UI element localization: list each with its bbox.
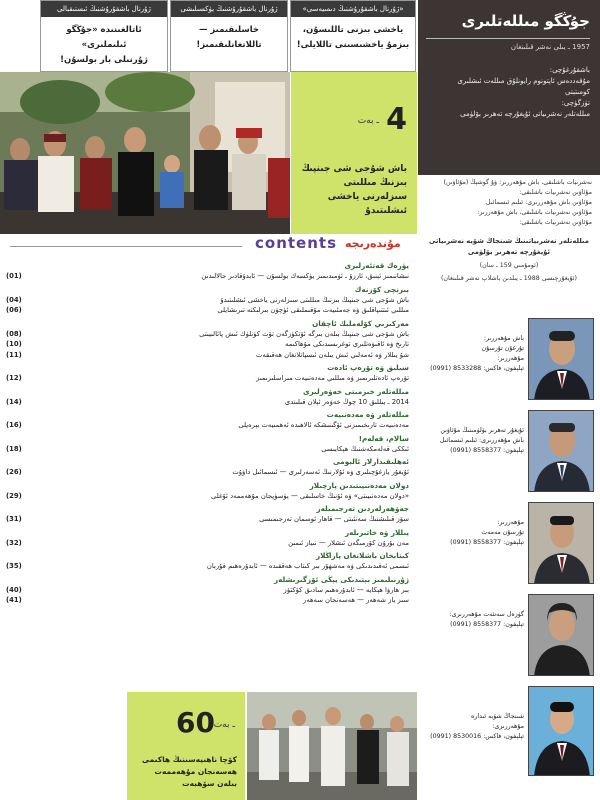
contents-title-ug: مۇندەرىجە: [345, 237, 401, 250]
toc-item-page: (12): [6, 374, 22, 382]
toc-section: [6, 457, 409, 478]
toc-section-heading: كىتابخان باشلانغان پاراڭلار: [316, 551, 409, 560]
staff-entry: [418, 686, 600, 796]
toc-item-page: (01): [6, 272, 22, 280]
staff-line: ئۇيغۇر تەھرىر بۆلۈمىنىڭ مۇئاۋىن: [440, 427, 524, 434]
feature-photo: [0, 72, 290, 234]
masthead-info-line: مىللەتلەر نەشرىياتى ئۇيغۇرچە تەھرىر بۆلۈمى: [460, 110, 590, 118]
header-box-line: بىزمۇ ياخشىسىنى تاللايلى!: [296, 40, 410, 50]
toc-item[interactable]: [6, 295, 409, 306]
toc-section-heading: ژۇرنىلىمىز بېتىدىكى يېڭى ئۆزگىرىشلەر: [273, 574, 409, 584]
toc-section: [6, 551, 409, 572]
toc-item[interactable]: [6, 305, 409, 316]
toc-section: [6, 261, 409, 282]
feature-page-label: ـ بەت: [213, 720, 235, 730]
toc-item-page: (29): [6, 491, 22, 500]
masthead-info-line: مۇقەددەس ئاپتونوم رايونلۇق مىللەت ئىشلىرى: [457, 77, 590, 85]
staff-line: تېلېفون: 8558377 (0991): [450, 539, 524, 546]
feature-page-label: ـ بەت: [357, 116, 379, 126]
staff-line: تېلېفون: 8558377 (0991): [450, 447, 524, 454]
toc-section-heading: جەۋھەرلەردىن تەرجىمىلەر: [316, 504, 409, 513]
toc-section-heading: مىللەتلەر ۋە مەدەنىيەت: [326, 410, 409, 419]
feature-tagline: باش شۇجى شى جىنپىڭ بىزنىڭ مىللىتى سىزلەرنى ياخشى ئىشلىتىدۇ: [301, 164, 407, 216]
toc-item-title: نىشانىمىز ئېنىق، ئارزۇ ـ ئۈمىدىمىز يۈكسەك بولسۇن — ئابدۇقادىر جالالىدىن: [201, 272, 409, 280]
header-box-caption: ژۇرنال باشقۇرۇشنىڭ يۈكسىلىشى: [171, 1, 287, 17]
masthead-info-line: تۈزگۈچى:: [561, 99, 590, 107]
staff-line: گۈزەل سەنئەت مۇھەررىرى:: [449, 611, 524, 618]
toc-item[interactable]: [6, 350, 409, 361]
toc-item-page: (35): [6, 562, 22, 570]
toc-item-title: باش شۇجى شى جىنپىڭ بىزنىڭ مىللىتى سىزلەرنى ياخشى ئىشلىتىدۇ: [220, 295, 409, 304]
toc-section-heading: ئەھلىقىدارلار ئالبومى: [332, 457, 409, 466]
header-box-caption: ژۇرنال باشقۇرۇشنىڭ ئىستىقبالى: [41, 1, 167, 17]
toc-section: [6, 504, 409, 525]
toc-item-page: (16): [6, 421, 22, 429]
toc-item[interactable]: [6, 467, 409, 478]
staff-line: باش مۇھەررىر:: [483, 335, 524, 342]
header-box-caption: «ژۇرنال باشقۇرۇشنىڭ دىمىيەسى» ژۇرنىلى: [291, 1, 415, 17]
toc-item-title: ئۇيغۇر يازغۇچىلىرى ۋە ئۇلارنىڭ ئەسەرلىرى — ئىسمائىل داۋۇت: [232, 468, 409, 476]
staff-line: تېلېفون، فاكس: 8530016 (0991): [430, 733, 524, 740]
toc-item[interactable]: [6, 373, 409, 384]
toc-item-page: (14): [6, 397, 22, 406]
header-box-line: خاسلىقىمىز —: [198, 25, 260, 35]
staff-entry: [418, 410, 600, 500]
feature-tagline: كۆچا ناھىيەسىنىڭ ھاكىمى ھەسەنجان مۇھەممەت بىلەن سۆھبەت: [142, 755, 237, 788]
toc-section-heading: مەركىزىي كۆلەملىك ئاچقان: [312, 318, 409, 328]
toc-item-title: 2014 ـ يىللىق 10 چوڭ خەۋەر ئېلان قىلىندى: [284, 397, 409, 406]
masthead-info-line: باشقۇرغۇچى:: [549, 66, 590, 74]
toc-section-heading: يۈرەك قەتئەرلىرى: [344, 261, 409, 270]
header-box-1: [290, 0, 416, 72]
issue-note: (ئۇيغۇرچىسى 1988 ـ يىلدىن باشلاپ نەشر قىلىنغان): [440, 275, 578, 282]
publisher-name: مىللەتلەر نەشرىياتىنىڭ شىنجاڭ شۆبە نەشرىياتى ئۇيغۇرچە تەھرىر بۆلۈمى: [429, 237, 589, 256]
staff-line: شىنجاڭ شۆبە ئىدارە: [471, 713, 524, 720]
toc-item[interactable]: [6, 329, 409, 340]
staff-line: تېلېفون، فاكس: 8533288 (0991): [430, 365, 524, 372]
toc-section: [6, 528, 409, 549]
toc-section-heading: يىللار ۋە خاتىرىلەر: [345, 527, 409, 537]
staff-line: مۇھەررىرى:: [492, 723, 524, 730]
toc-item-title: مەن بۇرۇن كۆرمىگەن ئىشلار — نىياز ئىمىن: [288, 538, 409, 547]
staff-entry: [418, 318, 600, 408]
header-box-line: ياخشى بىزنى تاللىسۇن،: [302, 25, 404, 35]
staff-line: تېلېفون: 8558377 (0991): [450, 621, 524, 628]
staff-line: مۇھەررىر:: [497, 519, 524, 526]
toc-section-heading: بىرنچى كۆزنەك: [354, 284, 409, 294]
publisher-line: مۇئاۋىن باش مۇھەررىرى: ئىلىم ئىسمائىل: [485, 199, 592, 206]
toc-item-title: سىز ياز شەھەر — ھەسەنجان سەھەر: [303, 596, 409, 604]
toc-item-page: (10): [6, 340, 22, 348]
toc-section: [6, 434, 409, 455]
header-box-3: [40, 0, 168, 72]
toc-item-page: (08): [6, 329, 22, 338]
toc-item-title: بىر ھارۋا ھېكايە — ئابدۇرەھىم سادىق كۆكتۆز: [283, 585, 409, 594]
publisher-line: مۇئاۋىن نەشرىيات باشلىقى، باش مۇھەررىر:: [477, 209, 592, 216]
toc-section: [6, 387, 409, 408]
toc-section: [6, 575, 409, 606]
toc-item-page: (32): [6, 538, 22, 547]
toc-item[interactable]: [6, 444, 409, 455]
toc-item-page: (41): [6, 596, 22, 604]
staff-photo: [528, 594, 594, 676]
header-box-2: [170, 0, 288, 72]
magazine-title: جۇڭگو مىللەتلىرى: [461, 12, 590, 30]
toc-section: [6, 410, 409, 431]
toc-item[interactable]: [6, 538, 409, 549]
toc-section: [6, 481, 409, 502]
header-box-line: ژۇرنىلى بار بولسۇن!: [60, 55, 148, 65]
toc-item-page: (26): [6, 468, 22, 476]
header-box-line: ئاتالغىنىدە «جۇڭگو ئىلىملىرى»: [66, 25, 142, 50]
toc-item-page: (18): [6, 444, 22, 453]
toc-item[interactable]: [6, 271, 409, 282]
masthead-info: [426, 65, 590, 120]
toc-item-title: تۆرەپ ئادەتلىرىمىز ۋە مىللىي مەدەنىيەت مىراسلىرىمىز: [256, 374, 409, 382]
masthead: [418, 0, 600, 175]
toc-section-heading: مىللەتلەر خىزمىتى خەۋەرلىرى: [303, 386, 409, 396]
staff-photo: [528, 502, 594, 584]
staff-photo: [528, 686, 594, 776]
toc-item-title: باش شۇجى شى جىنپىڭ بىلەن بىرگە ئۆتكۈزگەن تۆت كۈنلۈك ئىش پائالىيىتى: [199, 329, 409, 338]
toc-section: [6, 285, 409, 316]
toc-item-page: (31): [6, 515, 22, 523]
staff-line: تۇرغۇن تۇرسۇن: [481, 345, 524, 352]
toc-section: [6, 363, 409, 384]
publisher-line: مۇئاۋىن نەشرىيات باشلىقى:: [519, 219, 592, 226]
staff-line: تۇرسۇن مەمەت: [481, 529, 524, 536]
feature-photo-bottom: [247, 692, 417, 800]
toc-item-title: مىللىي ئىتتىپاقلىق ۋە جەمئىيەت مۇقىملىقى ئۈچۈن بىرلىكتە تىرىشايلى: [217, 306, 409, 314]
issue-number: (ئومۇمىي 159 ـ سان): [479, 262, 539, 269]
toc-item-page: (06): [6, 306, 22, 314]
publisher-line: نەشرىيات باشلىقى، باش مۇھەررىر: ۋۇ گوشېڭ (مۇئاۋىن): [443, 179, 592, 186]
publisher-info: [418, 178, 600, 284]
toc-item-title: ئىككى قەلەمكەشنىڭ ھېكايىسى: [321, 444, 409, 453]
toc-section-heading: سالام، قەلەم!: [358, 433, 409, 443]
feature-page-number: 4: [386, 102, 407, 137]
toc-item-page: (40): [6, 585, 22, 594]
magazine-founded: 1957 ـ يىلى نەشر قىلىنغان: [510, 43, 590, 51]
toc-item-title: مەدەنىيەت تارىخىمىزنى ئۆگىنىشكە ئالاھىدە ئەھمىيەت بېرەيلى: [238, 421, 409, 429]
toc-item[interactable]: [6, 420, 409, 431]
toc-item[interactable]: [6, 585, 409, 596]
staff-photo: [528, 318, 594, 400]
publisher-line: مۇئاۋىن نەشرىيات باشلىقى:: [519, 189, 592, 196]
toc-section-heading: سىلىق ۋە تۆرەپ ئادەت: [327, 363, 409, 372]
toc-section: [6, 319, 409, 361]
staff-entry: [418, 594, 600, 684]
staff-photo: [528, 410, 594, 492]
feature-callout[interactable]: [291, 72, 417, 234]
masthead-info-line: كومىتېتى: [565, 88, 590, 96]
toc-item-page: (04): [6, 295, 22, 304]
toc-item[interactable]: [6, 514, 409, 525]
toc-section-heading: دولان مەدەنىيىتىدىن پارچىلار: [309, 480, 409, 490]
table-of-contents: [0, 258, 417, 690]
contents-header: [0, 232, 417, 254]
toc-item[interactable]: [6, 561, 409, 572]
toc-item-title: شۇ يىللار ۋە ئەمەلىي ئىش بىلەن ئىسپاتلانغان ھەقىقەت: [255, 350, 409, 359]
contents-title-en: contents: [255, 234, 337, 252]
toc-item[interactable]: [6, 339, 409, 350]
toc-item[interactable]: [6, 491, 409, 502]
feature-callout-bottom[interactable]: [127, 692, 245, 800]
toc-item-title: سۆز قىلىشنىڭ سەنئىتى — قاھار ئوسمان تەرجىمىسى: [259, 515, 409, 523]
staff-line: مۇھەررىر:: [497, 355, 524, 362]
toc-item[interactable]: [6, 595, 409, 606]
toc-item-title: «دولان مەدەنىيىتى» ۋە ئۇنىڭ خاسلىقى — يۈسۈپجان مۇھەممەد ئۇغلى: [211, 491, 409, 500]
toc-item-title: تارىخ ۋە ئاقىۋەتلىرى توغرىسىدىكى مۇھاكىمە: [285, 340, 409, 348]
toc-item-page: (11): [6, 350, 22, 359]
toc-item-title: ئىسمى ئەقىدىدىكى ۋە مەشھۇر بىر كىتاب ھەققىدە — ئابدۇرەھىم قۇربان: [206, 562, 409, 570]
staff-entry: [418, 502, 600, 592]
feature-page-number: 60: [176, 706, 215, 739]
header-box-line: تاللانغانلىقىمىز!: [196, 40, 262, 50]
staff-line: باش مۇھەررىرى: ئىلىم ئىسمائىل: [439, 437, 524, 444]
toc-item[interactable]: [6, 397, 409, 408]
